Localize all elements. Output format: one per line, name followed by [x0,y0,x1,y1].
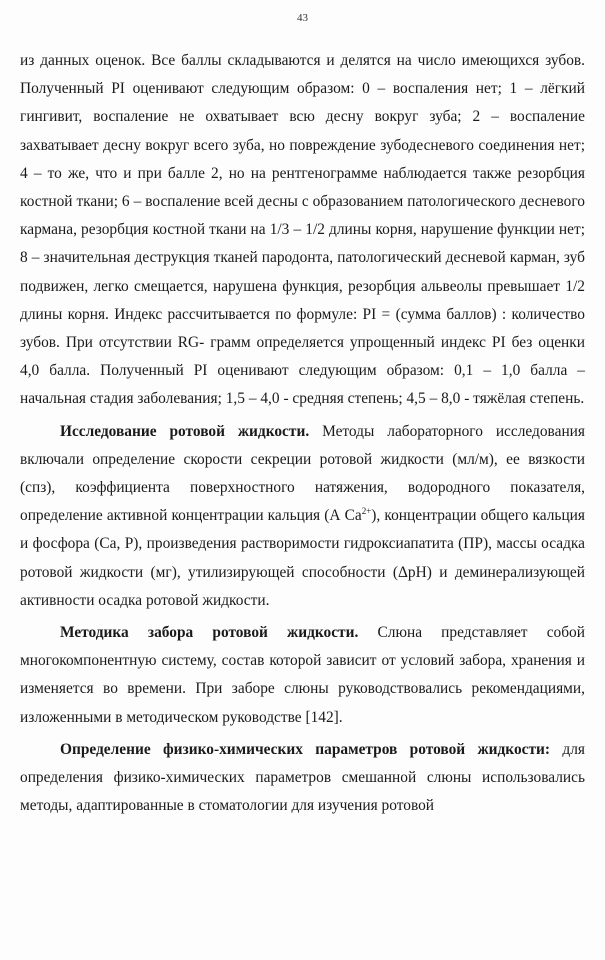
page-number: 43 [297,12,308,24]
paragraph-saliva-collection [20,619,585,732]
body-text [20,47,585,820]
paragraph-physicochemical-text: для определения физико-химических параметров смешанной слюны использовались методы, адаптированные в стоматологии для изучения ротовой [20,740,585,815]
paragraph-pi-index: из данных оценок. Все баллы складываются и делятся на число имеющихся зубов. Полученный PI оценивают следующим образом: 0 – воспаления нет; 1 – лёгкий гингивит, воспаление не охватывает всю десну вокруг зуба; 2 – воспаление захватывает десну вокруг всего зуба, но повреждение зубодесневого соединения нет; 4 – то же, что и при балле 2, но на рентгенограмме наблюдается также резорбция костной ткани; 6 – воспаление всей десны с образованием патологического десневого кармана, резорбция костной ткани на 1/3 – 1/2 длины корня, нарушение функции нет; 8 – значительная деструкция тканей пародонта, патологический десневой карман, зуб подвижен, легко смещается, нарушена функция, резорбция альвеолы превышает 1/2 длины корня. Индекс рассчитывается по формуле: PI = (сумма баллов) : количество зубов. При отсутствии RG- грамм определяется упрощенный индекс PI без оценки 4,0 балла. Полученный PI оценивают следующим образом: 0,1 – 1,0 балла – начальная стадия заболевания; 1,5 – 4,0 - средняя степень; 4,5 – 8,0 - тяжёлая степень. [20,52,585,408]
heading-physicochemical: Определение физико-химических параметров ротовой жидкости: [60,740,551,758]
paragraph-oral-fluid-text-1: Методы лабораторного исследования включали определение скорости секреции ротовой жидкости (мл/м), ее вязкости (спз), коэффициента поверхностного натяжения, водородного показателя, определение активной концентрации кальция (А Са [20,422,585,525]
heading-saliva-collection: Методика забора ротовой жидкости. [60,624,359,642]
heading-oral-fluid-study: Исследование ротовой жидкости. [60,422,310,440]
paragraph-oral-fluid-study [20,418,585,615]
paragraph-oral-fluid-text-2: ), концентрации общего кальция и фосфора (Са, Р), произведения растворимости гидроксиапатита (ПР), массы осадка ротовой жидкости (мг), утилизирующей способности (ΔрН) и деминерализующей активности осадка ротовой жидкости. [20,507,586,609]
paragraph-saliva-collection-text: Слюна представляет собой многокомпонентную систему, состав которой зависит от условий забора, хранения и изменяется во времени. При заборе слюны руководствовались рекомендациями, изложенными в методическом руководстве [142]. [20,624,585,726]
calcium-charge-superscript: 2+ [361,506,372,517]
paragraph-physicochemical [20,736,585,821]
